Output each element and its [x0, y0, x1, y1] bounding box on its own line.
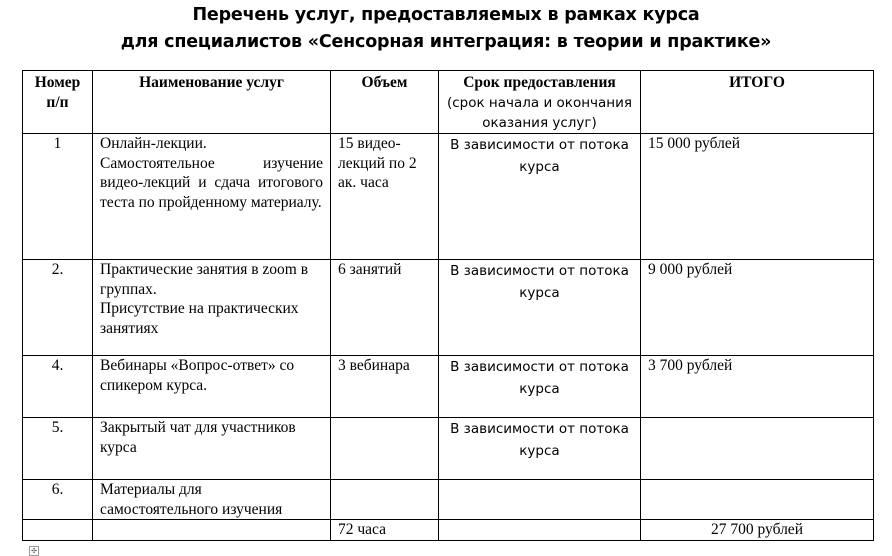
- title-line-1: Перечень услуг, предоставляемых в рамках курса: [192, 5, 700, 25]
- summary-empty-cell: [23, 520, 93, 541]
- services-table: [22, 70, 874, 541]
- row-number: 2.: [23, 260, 93, 356]
- row-service-name: [93, 480, 331, 520]
- service-name-line: Практические занятия в zoom в группах.: [100, 261, 309, 298]
- row-total: [641, 480, 874, 520]
- header-period: [439, 71, 641, 134]
- row-period: В зависимости от потока курса: [439, 260, 641, 356]
- row-period: В зависимости от потока курса: [439, 356, 641, 418]
- table-row: [23, 134, 874, 260]
- row-volume: 6 занятий: [331, 260, 439, 356]
- row-period: В зависимости от потока курса: [439, 418, 641, 480]
- summary-volume: 72 часа: [331, 520, 439, 541]
- service-name-line: Закрытый чат для участников курса: [100, 419, 296, 456]
- row-service-name: [93, 134, 331, 260]
- row-volume: 3 вебинара: [331, 356, 439, 418]
- row-service-name: [93, 356, 331, 418]
- row-number: 5.: [23, 418, 93, 480]
- document-title: [0, 2, 892, 56]
- title-line-2: для специалистов «Сенсорная интеграция: в теории и практике»: [120, 32, 772, 52]
- row-period: [439, 480, 641, 520]
- row-volume: [331, 418, 439, 480]
- header-volume: Объем: [331, 71, 439, 134]
- summary-empty-cell: [439, 520, 641, 541]
- table-row: [23, 356, 874, 418]
- header-period-label: Срок предоставления: [463, 74, 616, 91]
- header-total: ИТОГО: [641, 71, 874, 134]
- row-number: 1: [23, 134, 93, 260]
- service-name-line: Самостоятельное изучение видео-лекций и сдача итогового теста по пройденному материалу.: [100, 154, 323, 211]
- header-period-sub: (срок начала и окончания оказания услуг): [446, 94, 633, 131]
- summary-empty-cell: [93, 520, 331, 541]
- service-name-line: Материалы для самостоятельного изучения: [100, 481, 283, 518]
- service-name-line: Вебинары «Вопрос-ответ» со спикером курса.: [100, 357, 295, 394]
- row-period: В зависимости от потока курса: [439, 134, 641, 260]
- row-volume: 15 видео-лекций по 2 ак. часа: [331, 134, 439, 260]
- row-volume: [331, 480, 439, 520]
- row-total: 9 000 рублей: [641, 260, 874, 356]
- service-name-line: Присутствие на практических занятиях: [100, 300, 299, 337]
- summary-total: 27 700 рублей: [641, 520, 874, 541]
- table-row: [23, 418, 874, 480]
- row-total: [641, 418, 874, 480]
- row-number: 4.: [23, 356, 93, 418]
- table-row: [23, 260, 874, 356]
- row-number: 6.: [23, 480, 93, 520]
- header-number: Номер п/п: [23, 71, 93, 134]
- row-total: 15 000 рублей: [641, 134, 874, 260]
- summary-row: [23, 520, 874, 541]
- service-name-line: Онлайн-лекции.: [100, 135, 207, 152]
- row-service-name: [93, 418, 331, 480]
- table-move-handle-icon[interactable]: ✣: [29, 546, 39, 556]
- header-name: Наименование услуг: [93, 71, 331, 134]
- row-service-name: [93, 260, 331, 356]
- row-total: 3 700 рублей: [641, 356, 874, 418]
- header-row: [23, 71, 874, 134]
- table-row: [23, 480, 874, 520]
